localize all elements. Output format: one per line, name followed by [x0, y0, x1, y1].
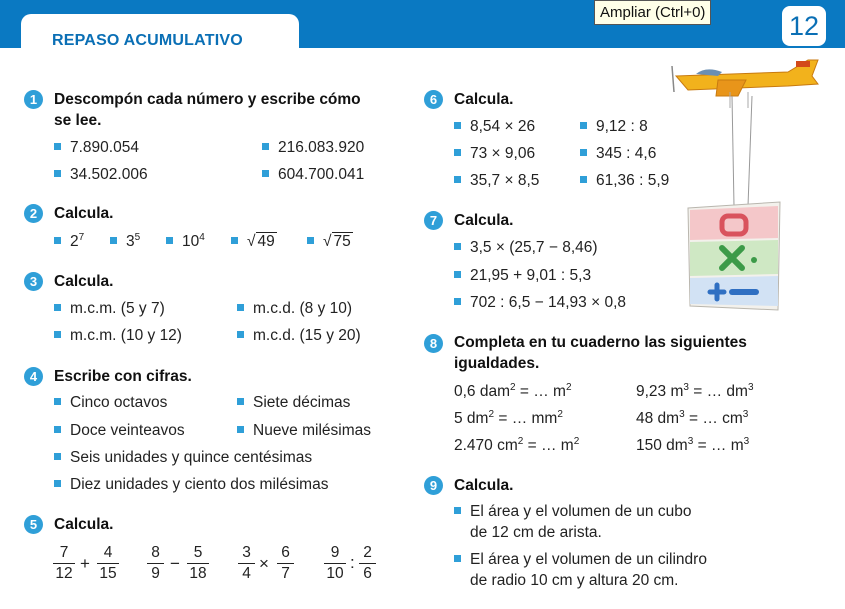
- exercise-8-heading: [454, 332, 747, 374]
- list-item: Seis unidades y quince centésimas: [54, 447, 312, 468]
- list-item: El área y el volumen de un cilindro: [454, 549, 707, 570]
- fraction: 9 10: [324, 544, 346, 583]
- math-symbols-banner-illustration: [684, 200, 784, 312]
- exercise-1-heading-line2: se lee.: [54, 112, 102, 129]
- list-item: √ 75: [307, 231, 353, 252]
- exercise-number-8: 8: [424, 334, 443, 353]
- equation-item: 9,23 $m^3$ = … $dm^3$: [636, 382, 754, 400]
- fraction: 8 9: [147, 544, 164, 583]
- list-item: 702 : 6,5 − 14,93 × 0,8: [454, 292, 626, 313]
- exercise-number-5: 5: [24, 515, 43, 534]
- exercise-1-heading: [54, 89, 361, 131]
- exercise-number-6: 6: [424, 90, 443, 109]
- fraction: 5 18: [187, 544, 209, 583]
- list-item-continuation: de radio 10 cm y altura 20 cm.: [470, 572, 679, 589]
- equation-item: 5 $dm^2$ = … $mm^2$: [454, 409, 563, 427]
- list-item: m.c.m. (5 y 7): [54, 298, 165, 319]
- exercise-number-7: 7: [424, 211, 443, 230]
- list-item: 216.083.920: [262, 137, 364, 158]
- page-title: REPASO ACUMULATIVO: [52, 32, 243, 49]
- exercise-number-2: 2: [24, 204, 43, 223]
- exercise-5-heading: Calcula.: [54, 516, 114, 533]
- zoom-tooltip: Ampliar (Ctrl+0): [594, 0, 711, 25]
- list-item: √ 49: [231, 231, 277, 252]
- list-item: m.c.d. (15 y 20): [237, 325, 361, 346]
- list-item: 35,7 × 8,5: [454, 170, 539, 191]
- list-item: 9,12 : 8: [580, 116, 648, 137]
- exercise-8-heading-line1: Completa en tu cuaderno las siguientes: [454, 334, 747, 351]
- operator: −: [170, 554, 180, 573]
- exercise-6-heading: Calcula.: [454, 91, 514, 108]
- exercise-7-heading: Calcula.: [454, 212, 514, 229]
- list-item: 73 × 9,06: [454, 143, 535, 164]
- exercise-4-heading: Escribe con cifras.: [54, 368, 192, 385]
- list-item: Cinco octavos: [54, 392, 167, 413]
- list-item: Siete décimas: [237, 392, 350, 413]
- equation-item: 2.470 $cm^2$ = … $m^2$: [454, 436, 580, 454]
- exercise-number-4: 4: [24, 367, 43, 386]
- list-item: 21,95 + 9,01 : 5,3: [454, 265, 591, 286]
- fraction: 6 7: [277, 544, 294, 583]
- list-item: Doce veinteavos: [54, 420, 185, 441]
- exercise-1-heading-line1: Descompón cada número y escribe cómo: [54, 91, 361, 108]
- list-item: Diez unidades y ciento dos milésimas: [54, 474, 328, 495]
- banner-strings: [728, 96, 758, 206]
- exercise-number-9: 9: [424, 476, 443, 495]
- list-item: 604.700.041: [262, 164, 364, 185]
- exercise-number-3: 3: [24, 272, 43, 291]
- list-item: m.c.m. (10 y 12): [54, 325, 182, 346]
- exercise-3-heading: Calcula.: [54, 273, 114, 290]
- fraction: 4 15: [97, 544, 119, 583]
- list-item-continuation: de 12 cm de arista.: [470, 524, 602, 541]
- exercise-2-heading: Calcula.: [54, 205, 114, 222]
- fraction: 3 4: [238, 544, 255, 583]
- operator: ×: [259, 554, 269, 573]
- equation-item: 0,6 dam$^2$ = … $m^2$: [454, 382, 572, 400]
- exercise-8-heading-line2: igualdades.: [454, 355, 540, 372]
- list-item: 8,54 × 26: [454, 116, 535, 137]
- list-item: $10^4$: [166, 231, 205, 252]
- operator: :: [350, 553, 355, 572]
- exercise-number-1: 1: [24, 90, 43, 109]
- equation-item: 48 $dm^3$ = … $cm^3$: [636, 409, 749, 427]
- equation-item: 150 $dm^3$ = … $m^3$: [636, 436, 750, 454]
- list-item: m.c.d. (8 y 10): [237, 298, 352, 319]
- fraction: 2 6: [359, 544, 376, 583]
- list-item: 7.890.054: [54, 137, 139, 158]
- list-item: $2^7$: [54, 231, 84, 252]
- operator: +: [80, 554, 90, 573]
- page-number: 12: [782, 6, 826, 46]
- list-item: El área y el volumen de un cubo: [454, 501, 691, 522]
- list-item: 3,5 × (25,7 − 8,46): [454, 237, 598, 258]
- fraction: 7 12: [53, 544, 75, 583]
- list-item: 34.502.006: [54, 164, 148, 185]
- list-item: 345 : 4,6: [580, 143, 656, 164]
- list-item: 61,36 : 5,9: [580, 170, 669, 191]
- exercise-9-heading: Calcula.: [454, 477, 514, 494]
- list-item: Nueve milésimas: [237, 420, 371, 441]
- list-item: $3^5$: [110, 231, 140, 252]
